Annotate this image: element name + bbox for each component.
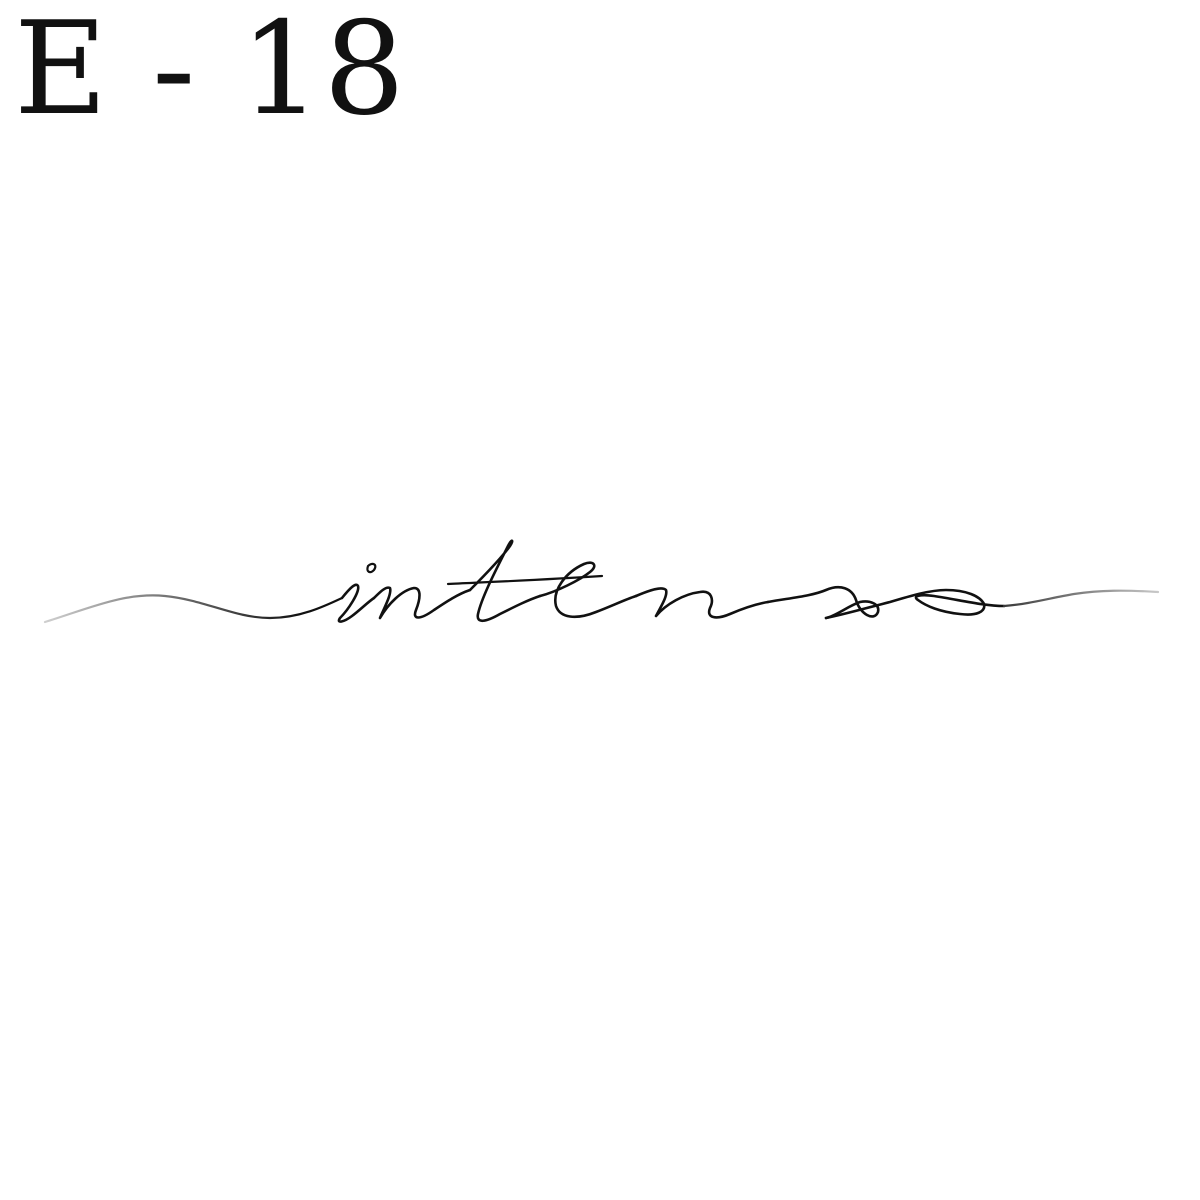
script-word-artwork xyxy=(0,500,1200,660)
left-flourish-line xyxy=(45,595,342,622)
handwritten-word-intensa xyxy=(339,541,1004,622)
right-flourish-line xyxy=(1004,591,1158,606)
design-code-label: E - 18 xyxy=(14,0,407,144)
